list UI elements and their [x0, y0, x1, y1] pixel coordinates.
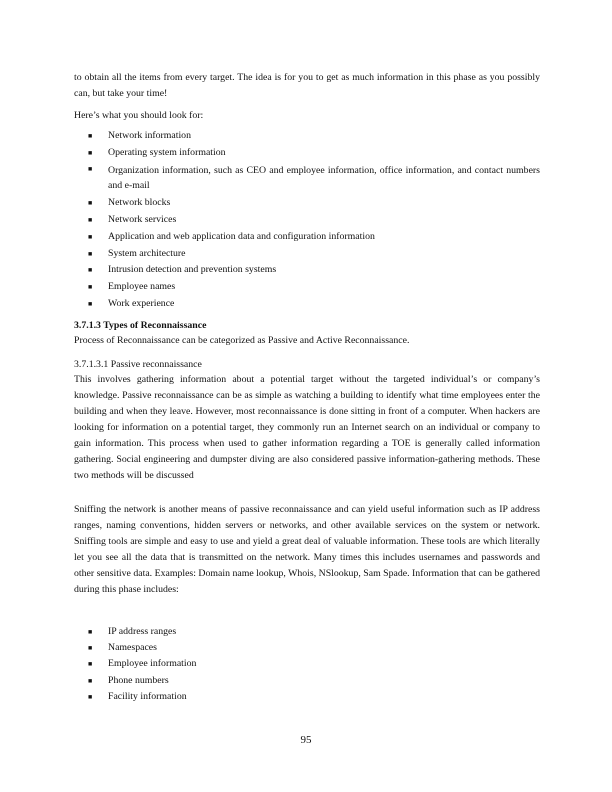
intro-paragraph: to obtain all the items from every target. The idea is for you to get as much information in this phase as you possibly can, but take your time! — [74, 72, 540, 99]
bullet-icon: ■ — [88, 283, 93, 292]
bullet-icon: ■ — [88, 232, 93, 241]
look-for-list — [74, 128, 540, 313]
bullet-icon: ■ — [88, 644, 93, 653]
bullet-icon: ■ — [88, 676, 93, 685]
bullet-icon: ■ — [88, 198, 93, 207]
list-item: ■ Work experience — [74, 296, 540, 313]
bullet-icon: ■ — [88, 132, 93, 140]
section-text: Process of Reconnaissance can be categorized as Passive and Active Reconnaissance. — [74, 335, 410, 346]
subsection-heading: 3.7.1.3.1 Passive reconnaissance — [74, 359, 202, 370]
list-item: ■ IP address ranges — [74, 624, 540, 640]
list-item: ■ Facility information — [74, 689, 540, 705]
info-list — [74, 624, 540, 705]
list-item: ■ Namespaces — [74, 640, 540, 656]
look-for-label: Here’s what you should look for: — [74, 110, 204, 121]
list-item: ■ Phone numbers — [74, 673, 540, 689]
page-number: 95 — [300, 734, 312, 746]
bullet-icon: ■ — [88, 628, 93, 636]
list-item: ■ System architecture — [74, 246, 540, 263]
passive-paragraph: This involves gathering information about a potential target without the targeted individual’s or company’s knowledge. Passive reconnaissance can be as simple as watching a building to identify what time employees enter the building and when they leave. However, most reconnaissance is done sitting in front of a computer. When hackers are looking for information on a potential target, they commonly run an Internet search on an individual or company to gain information. This process when used to gather information regarding a TOE is generally called information gathering. Social engineering and dumpster diving are also considered passive information-gathering methods. These two methods will be discussed — [74, 374, 540, 481]
list-item: ■ Employee names — [74, 279, 540, 296]
list-item: ■ Organization information, such as CEO and employee information, office information, and contact numbers and e-mail — [74, 162, 540, 195]
section-heading: 3.7.1.3 Types of Reconnaissance — [74, 320, 207, 331]
bullet-icon: ■ — [88, 300, 93, 309]
bullet-icon: ■ — [88, 249, 93, 258]
list-item: ■ Network services — [74, 212, 540, 229]
list-item: ■ Application and web application data and configuration information — [74, 229, 540, 246]
sniffing-paragraph: Sniffing the network is another means of passive reconnaissance and can yield useful information such as IP address ranges, naming conventions, hidden servers or networks, and other available services on the system or network. Sniffing tools are simple and easy to use and yield a great deal of valuable information. These tools are which literally let you see all the data that is transmitted on the network. Many times this includes usernames and passwords and other sensitive data. Examples: Domain name lookup, Whois, NSlookup, Sam Spade. Information that can be gathered during this phase includes: — [74, 504, 540, 595]
list-item: ■ Operating system information — [74, 145, 540, 162]
list-item: ■ Network blocks — [74, 195, 540, 212]
bullet-icon: ■ — [88, 692, 93, 701]
bullet-icon: ■ — [88, 148, 93, 157]
bullet-icon: ■ — [88, 215, 93, 224]
list-item: ■ Network information — [74, 128, 540, 145]
bullet-icon: ■ — [88, 266, 93, 275]
list-item: ■ Employee information — [74, 656, 540, 672]
bullet-icon: ■ — [88, 660, 93, 669]
bullet-icon: ■ — [88, 164, 93, 173]
list-item: ■ Intrusion detection and prevention systems — [74, 262, 540, 279]
